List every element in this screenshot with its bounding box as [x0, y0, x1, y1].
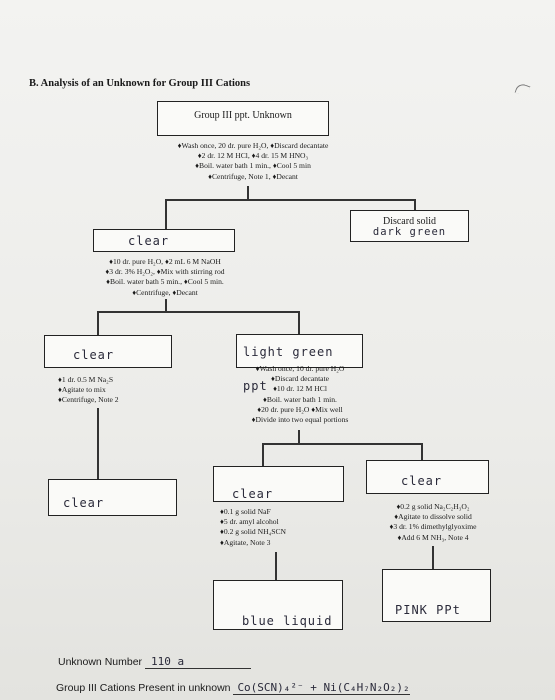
connector — [97, 311, 99, 335]
clear-box-2-text: clear — [73, 348, 115, 362]
connector — [421, 443, 423, 460]
discard-solid-handwritten: dark green — [372, 226, 447, 238]
connector — [165, 199, 167, 229]
connector — [262, 443, 422, 445]
connector — [432, 546, 434, 570]
clear-box-4-text: clear — [232, 487, 274, 501]
connector — [275, 552, 277, 580]
clear-box-1-text: clear — [128, 234, 170, 248]
connector — [97, 311, 299, 313]
cations-present-row — [56, 681, 410, 695]
light-green-ppt-text: light green ppt — [243, 345, 334, 393]
connector — [165, 199, 415, 201]
step6-instructions: ♦0.2 g solid Na₂C₂H₃O₂ ♦Agitate to dissolve solid ♦3 dr. 1% dimethylglyoxime ♦Add 6 M NH₃, Note 4 — [389, 502, 477, 542]
connector — [262, 443, 264, 467]
clear-box-1 — [93, 229, 235, 252]
step3-instructions: ♦1 dr. 0.5 M Na₂S ♦Agitate to mix ♦Centrifuge, Note 2 — [58, 375, 119, 405]
section-heading: B. Analysis of an Unknown for Group III Cations — [29, 78, 251, 89]
clear-box-5-text: clear — [401, 474, 443, 488]
step1-instructions: ♦Wash once, 20 dr. pure H₂O, ♦Discard decantate ♦2 dr. 12 M HCl, ♦4 dr. 15 M HNO₃ ♦Boil. water bath 1 min., ♦Cool 5 min ♦Centrifuge, Note 1, ♦Decant — [177, 141, 329, 181]
clear-box-3 — [48, 479, 177, 516]
step5-instructions: ♦0.1 g solid NaF ♦5 dr. amyl alcohol ♦0.2 g solid NH₄SCN ♦Agitate, Note 3 — [220, 507, 287, 547]
pink-ppt-box — [382, 569, 491, 622]
blue-liquid-box — [213, 580, 343, 630]
clear-box-4 — [213, 466, 344, 502]
corner-mark-icon — [515, 82, 531, 97]
step2-instructions: ♦10 dr. pure H₂O, ♦2 mL 6 M NaOH ♦3 dr. 3% H₂O₂, ♦Mix with stirring rod ♦Boil. water bath 5 min., ♦Cool 5 min. ♦Centrifuge, ♦Decant — [105, 257, 225, 297]
cations-present-value: Co(SCN)₄²⁻ + Ni(C₄H₇N₂O₂)₂ — [233, 681, 409, 695]
clear-box-3-text: clear — [63, 496, 105, 510]
start-box — [157, 101, 329, 136]
light-green-ppt-box — [236, 334, 363, 393]
discard-solid-box — [350, 210, 469, 242]
cations-present-label: Group III Cations Present in unknown — [56, 682, 231, 694]
step4-instructions: ♦Wash once, 10 dr. pure H₂O ♦Discard decantate ♦10 dr. 12 M HCl ♦Boil. water bath 1 min. ♦20 dr. pure H₂O ♦Mix well ♦Divide into two equal portions — [251, 364, 349, 425]
blue-liquid-text: blue liquid — [242, 614, 333, 628]
clear-box-2 — [44, 335, 172, 368]
discard-solid-label: Discard solid — [382, 216, 437, 227]
unknown-number-row — [58, 655, 251, 669]
connector — [298, 311, 300, 335]
unknown-number-label: Unknown Number — [58, 656, 143, 668]
clear-box-5 — [366, 460, 489, 494]
connector — [247, 186, 249, 200]
pink-ppt-text: PINK PPt — [395, 603, 461, 617]
connector — [298, 430, 300, 444]
start-box-label: Group III ppt. Unknown — [194, 110, 292, 121]
unknown-number-value: 110 a — [145, 655, 251, 669]
connector — [97, 408, 99, 480]
